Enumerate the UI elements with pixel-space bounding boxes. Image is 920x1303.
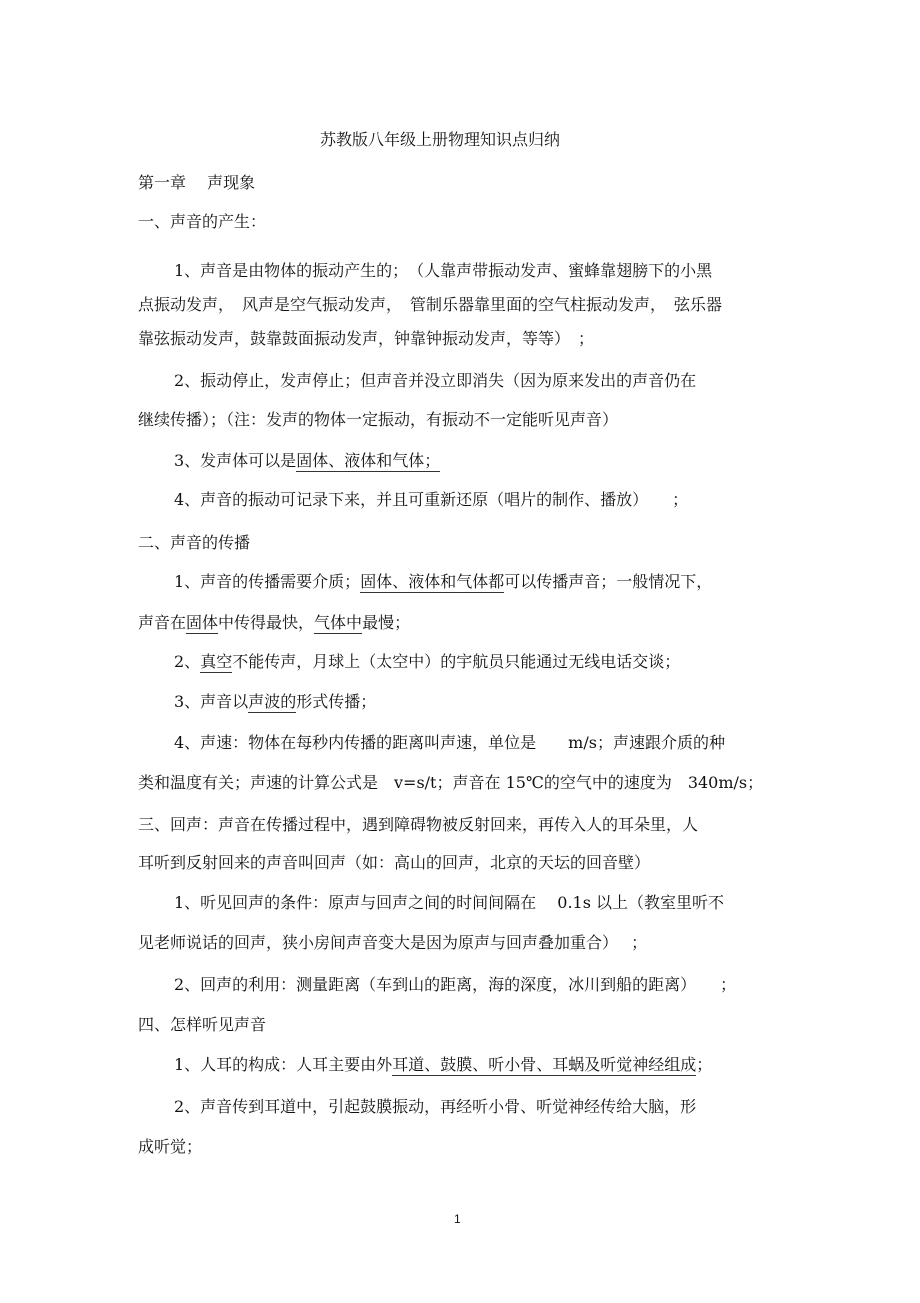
text: 1、声音的传播需要介质； [174,572,361,591]
paragraph: 4、声速：物体在每秒内传播的距离叫声速，单位是 m/s；声速跟介质的种 [174,733,725,752]
paragraph [174,652,680,672]
underlined-text: 真空 [200,652,233,671]
text: 1、人耳的构成：人耳主要由外 [174,1055,393,1074]
paragraph: 继续传播）；（注：发声的物体一定振动，有振动不一定能听见声音） [138,410,619,429]
text: 不能传声，月球上（太空中）的宇航员只能通过无线电话交谈； [232,652,681,671]
text: 中传得最快， [218,613,315,632]
text: 最慢； [362,613,411,632]
paragraph: 点振动发声， 风声是空气振动发声， 管制乐器靠里面的空气柱振动发声， 弦乐器 [138,295,723,314]
section-heading: 三、回声：声音在传播过程中，遇到障碍物被反射回来，再传入人的耳朵里，人 [138,815,699,834]
text: ； [696,1055,713,1074]
underlined-text: 固体、液体和气体； [296,451,441,470]
paragraph [174,1055,712,1075]
text: 声音在 [138,613,187,632]
underlined-text: 声波的 [248,692,297,711]
text: 形式传播； [296,692,377,711]
paragraph: 成听觉； [138,1137,203,1156]
paragraph: 类和温度有关；声速的计算公式是 v=s/t；声音在 15℃的空气中的速度为 340m/s； [138,773,764,792]
text: 3、声音以 [174,692,249,711]
paragraph: 2、声音传到耳道中，引起鼓膜振动，再经听小骨、听觉神经传给大脑，形 [174,1097,697,1116]
underlined-text: 气体中 [314,613,363,632]
chapter-heading: 第一章 声现象 [138,173,256,192]
paragraph [174,692,376,712]
paragraph: 见老师说话的回声，狭小房间声音变大是因为原声与回声叠加重合） ； [138,933,648,952]
paragraph: 靠弦振动发声，鼓靠鼓面振动发声，钟靠钟振动发声，等等） ； [138,329,595,348]
paragraph: 耳听到反射回来的声音叫回声（如：高山的回声，北京的天坛的回音壁） [138,853,651,872]
underlined-text: 固体 [186,613,219,632]
paragraph: 2、回声的利用：测量距离（车到山的距离，海的深度，冰川到船的距离） ； [174,975,737,994]
page-number: 1 [454,1212,461,1226]
paragraph: 1、声音是由物体的振动产生的； （人靠声带振动发声、蜜蜂靠翅膀下的小黑 [174,261,713,280]
text: 2、 [174,652,201,671]
paragraph [174,572,712,592]
paragraph [174,451,440,471]
section-heading: 二、声音的传播 [138,533,251,552]
text: 3、发声体可以是 [174,451,297,470]
section-heading: 四、怎样听见声音 [138,1015,267,1034]
paragraph: 1、听见回声的条件：原声与回声之间的时间间隔在 0.1s 以上（教室里听不 [174,893,725,912]
underlined-text: 耳道、鼓膜、听小骨、耳蜗及听觉神经组成 [392,1055,697,1074]
paragraph: 4、声音的振动可记录下来，并且可重新还原（唱片的制作、播放） ； [174,490,689,509]
text: 可以传播声音；一般情况下， [504,572,713,591]
paragraph [138,613,410,633]
section-heading: 一、声音的产生： [138,212,267,231]
underlined-text: 固体、液体和气体都 [360,572,505,591]
page-title: 苏教版八年级上册物理知识点归纳 [320,130,561,149]
paragraph: 2、振动停止，发声停止；但声音并没立即消失（因为原来发出的声音仍在 [174,371,697,390]
